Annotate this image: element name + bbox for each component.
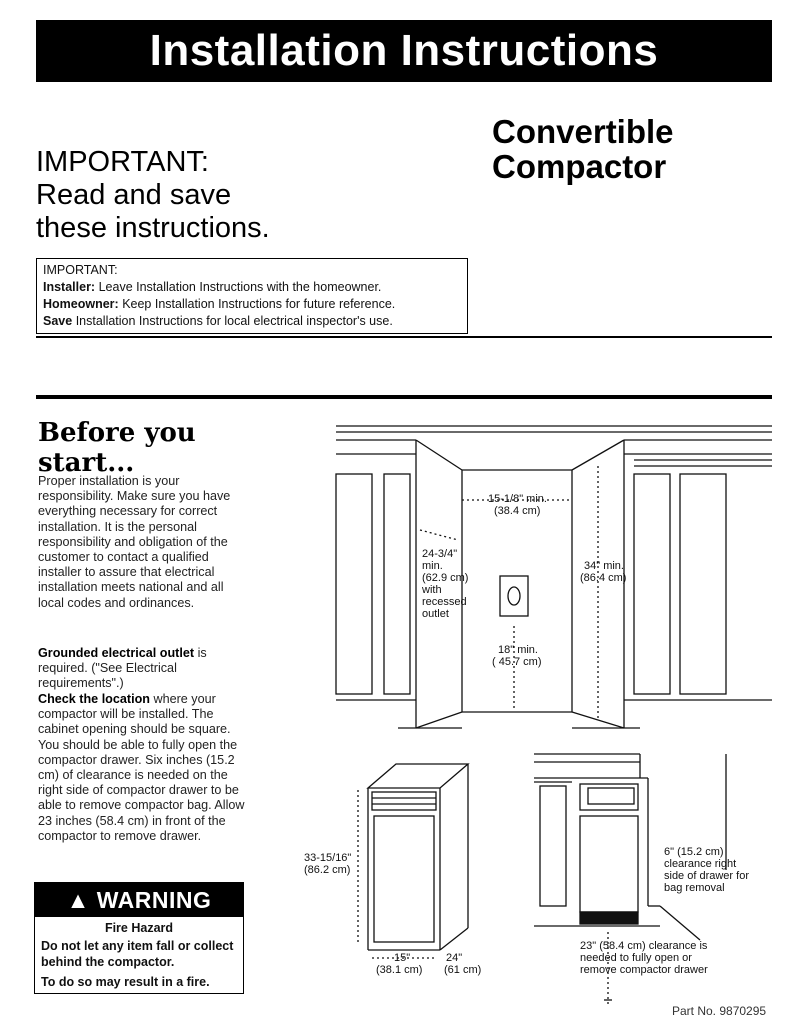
before-para-location: Check the location where your compactor will be installed. The cabinet opening should be square. You should be able to fully open the compactor drawer. Six inches (15.2 cm) of clearance is needed on the right side of compactor drawer to be able to remove compactor bag. Allow 23 inches (58.4 cm) in front of the compactor to remove drawer.: [38, 692, 245, 843]
warning-subtitle: Fire Hazard: [104, 921, 174, 935]
important-heading-line2: Read and save: [36, 179, 232, 211]
label-unit-width: 15" (38.1 cm): [376, 952, 423, 976]
notice-installer: Installer: Leave Installation Instructions with the homeowner.: [43, 280, 382, 294]
notice-title: IMPORTANT:: [43, 263, 118, 277]
warning-triangle-icon: ▲: [66, 887, 90, 913]
compactor-unit-diagram: [358, 764, 468, 958]
important-heading-line3: these instructions.: [36, 212, 270, 244]
notice-save: Save Installation Instructions for local electrical inspector's use.: [43, 314, 393, 328]
warning-text: Do not let any item fall or collect behind the compactor. To do so may result in a fire.: [41, 939, 234, 989]
product-name-line1: Convertible: [492, 113, 674, 150]
part-number: Part No. 9870295: [672, 1004, 767, 1018]
warning-title: WARNING: [96, 887, 212, 913]
before-you-start-heading: Before you start...: [38, 418, 196, 478]
cabinet-opening-diagram: [336, 426, 772, 728]
label-unit-height: 33-15/16" (86.2 cm): [304, 852, 352, 876]
before-para-responsibility: Proper installation is your responsibility. Make sure you have everything necessary for correct installation. It is the personal responsibility and obligation of the customer to contact a qualified installer to assure that electrical installation meets national and all local codes and ordinances.: [38, 474, 231, 610]
label-width-min: 15-1/8" min. (38.4 cm): [488, 493, 547, 517]
label-outlet-height: 24-3/4" min. (62.9 cm) with recessed outlet: [422, 548, 469, 620]
label-side-clearance: 6" (15.2 cm) clearance right side of drawer for bag removal: [664, 846, 749, 894]
label-front-clearance: 23" (58.4 cm) clearance is needed to fully open or remove compactor drawer: [580, 940, 708, 976]
page-title: Installation Instructions: [149, 26, 659, 75]
label-outlet-low: 18" min. ( 45.7 cm): [492, 644, 542, 668]
important-heading-line1: IMPORTANT:: [36, 146, 209, 178]
label-unit-depth: 24" (61 cm): [444, 952, 482, 976]
notice-homeowner: Homeowner: Keep Installation Instructions for future reference.: [43, 297, 396, 311]
product-name-line2: Compactor: [492, 148, 667, 185]
before-para-outlet: Grounded electrical outlet is required. ("See Electrical requirements".): [38, 646, 207, 691]
label-height-min: 34" min. (86.4 cm): [580, 560, 627, 584]
